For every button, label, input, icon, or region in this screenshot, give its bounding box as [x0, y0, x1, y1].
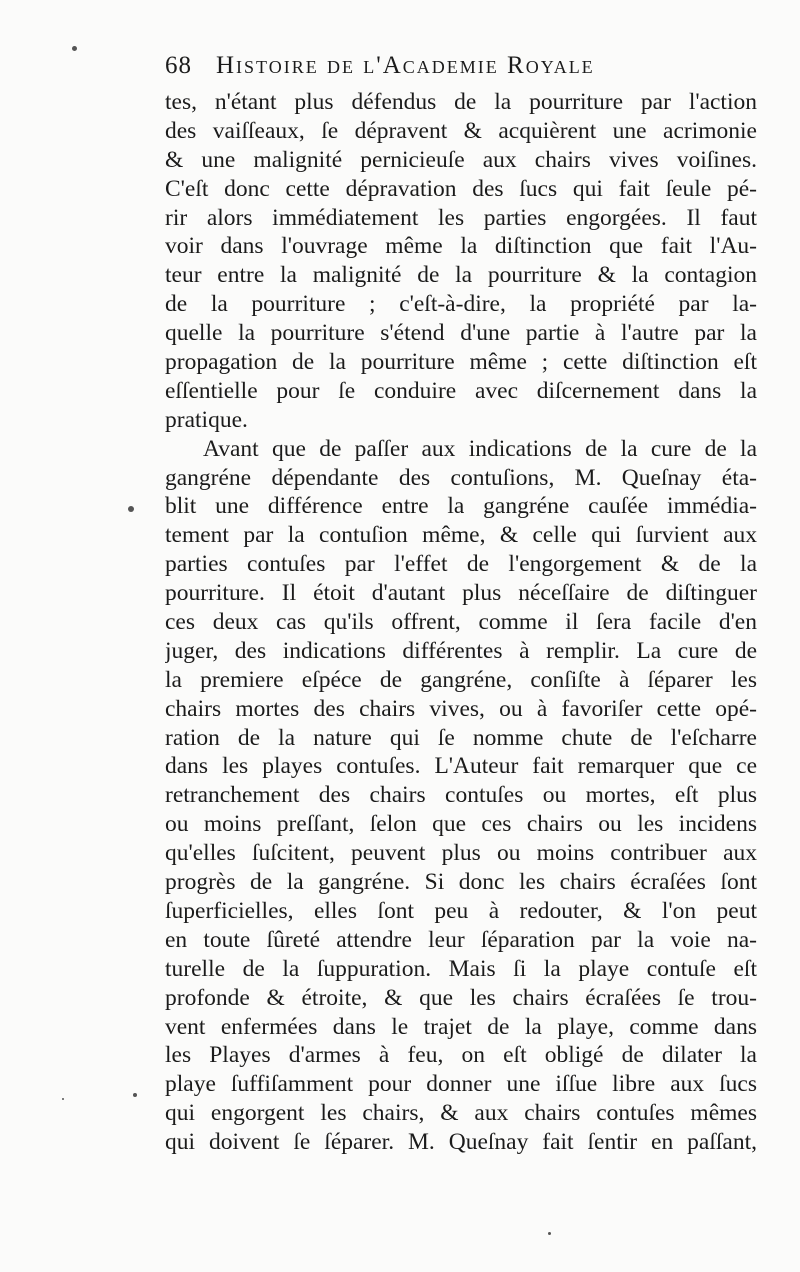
text-line: qu'elles ſuſcitent, peuvent plus ou moins contribuer aux — [165, 840, 757, 867]
paper-speck — [72, 46, 77, 51]
text-line: retranchement des chairs contuſes ou mortes, eſt plus — [165, 782, 757, 809]
text-line: dans les playes contuſes. L'Auteur fait remarquer que ce — [165, 753, 757, 780]
text-line: quelle la pourriture s'étend d'une partie à l'autre par la — [165, 320, 757, 347]
text-line: gangréne dépendante des contuſions, M. Queſnay éta- — [165, 464, 757, 491]
text-line: Avant que de paſſer aux indications de la cure de la — [203, 435, 757, 462]
text-line: ou moins preſſant, ſelon que ces chairs ou les incidens — [165, 811, 757, 838]
text-line: propagation de la pourriture même ; cette diſtinction eſt — [165, 349, 757, 376]
text-line: qui engorgent les chairs, & aux chairs contuſes mêmes — [165, 1100, 757, 1127]
text-line: & une malignité pernicieuſe aux chairs vives voiſines. — [165, 146, 757, 173]
paper-speck — [133, 1093, 137, 1097]
text-line: progrès de la gangréne. Si donc les chairs écraſées ſont — [165, 869, 757, 896]
paper-speck — [548, 1232, 551, 1235]
text-line: blit une différence entre la gangréne cauſée immédia- — [165, 493, 757, 520]
text-line: chairs mortes des chairs vives, ou à favoriſer cette opé- — [165, 695, 757, 722]
text-line: ration de la nature qui ſe nomme chute de l'eſcharre — [165, 724, 757, 751]
text-line: teur entre la malignité de la pourriture & la contagion — [165, 262, 757, 289]
text-line: rir alors immédiatement les parties engorgées. Il faut — [165, 204, 757, 231]
text-line: pourriture. Il étoit d'autant plus néceſſaire de diſtinguer — [165, 580, 757, 607]
text-line: profonde & étroite, & que les chairs écraſées ſe trou- — [165, 984, 757, 1011]
text-line: playe ſuffiſamment pour donner une iſſue libre aux ſucs — [165, 1071, 757, 1098]
text-line: les Playes d'armes à feu, on eſt obligé de dilater la — [165, 1042, 757, 1069]
text-line: ces deux cas qu'ils offrent, comme il ſera facile d'en — [165, 609, 757, 636]
text-line: de la pourriture ; c'eſt-à-dire, la propriété par la- — [165, 291, 757, 318]
text-line: tement par la contuſion même, & celle qui ſurvient aux — [165, 522, 757, 549]
running-title: Histoire de l'Academie Royale — [216, 52, 595, 79]
page-number: 68 — [165, 52, 192, 79]
body-text — [165, 88, 757, 1157]
text-line: ſuperficielles, elles ſont peu à redouter, & l'on peut — [165, 897, 757, 924]
text-line: la premiere eſpéce de gangréne, conſiſte à ſéparer les — [165, 666, 757, 693]
text-line: en toute ſûreté attendre leur ſéparation par la voie na- — [165, 926, 757, 953]
text-line: tes, n'étant plus défendus de la pourriture par l'action — [165, 89, 757, 115]
text-line: des vaiſſeaux, ſe dépravent & acquièrent une acrimonie — [165, 117, 757, 144]
text-line: voir dans l'ouvrage même la diſtinction que fait l'Au- — [165, 233, 757, 260]
text-line: eſſentielle pour ſe conduire avec diſcernement dans la — [165, 377, 757, 404]
paper-speck — [128, 506, 134, 512]
text-line: vent enfermées dans le trajet de la playe, comme dans — [165, 1013, 757, 1040]
paper-speck — [62, 1098, 64, 1100]
text-line: juger, des indications différentes à remplir. La cure de — [165, 637, 757, 664]
text-line: pratique. — [165, 406, 248, 433]
text-line: qui doivent ſe ſéparer. M. Queſnay fait ſentir en paſſant, — [165, 1129, 757, 1156]
text-line: parties contuſes par l'effet de l'engorgement & de la — [165, 551, 757, 578]
text-line: C'eſt donc cette dépravation des ſucs qui fait ſeule pé- — [165, 175, 757, 202]
text-line: turelle de la ſuppuration. Mais ſi la playe contuſe eſt — [165, 955, 757, 982]
page-header — [165, 52, 710, 86]
